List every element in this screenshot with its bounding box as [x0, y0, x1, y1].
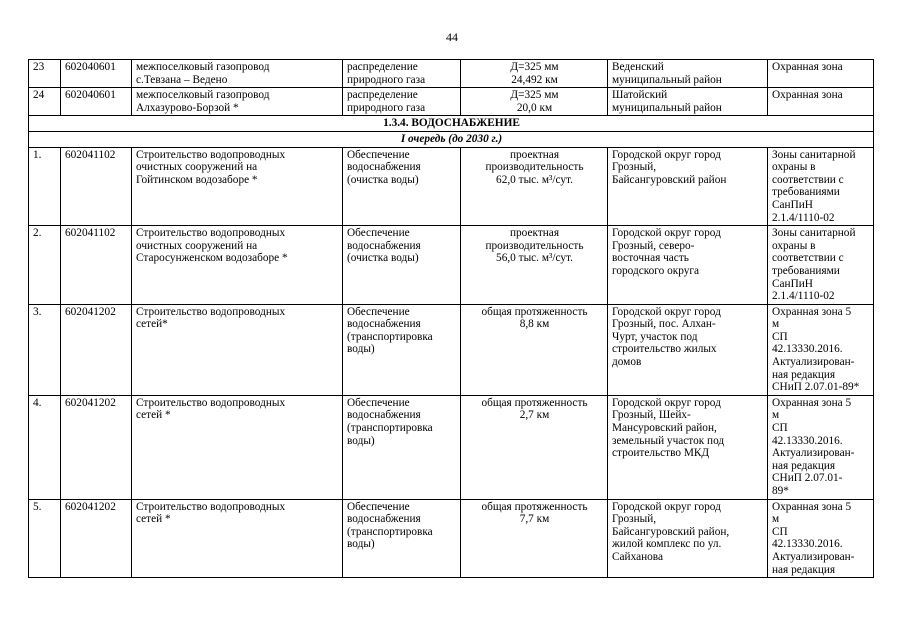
zone-description: Охранная зона 5 м СП 42.13330.2016. Актуализирован- ная редакция СНиП 2.07.01- 89* — [768, 395, 874, 499]
row-number: 1. — [29, 147, 61, 226]
object-code: 602040601 — [61, 60, 132, 88]
object-purpose: распределение природного газа — [343, 60, 461, 88]
object-purpose: Обеспечение водоснабжения (транспортировка воды) — [343, 304, 461, 395]
object-name: Строительство водопроводных сетей * — [132, 395, 343, 499]
object-name: Строительство водопроводных сетей* — [132, 304, 343, 395]
table-row — [29, 88, 874, 116]
object-name: межпоселковый газопровод Алхазурово-Борзой * — [132, 88, 343, 116]
object-parameters: общая протяженность 8,8 км — [461, 304, 608, 395]
object-location: Городской округ город Грозный, северо- восточная часть городского округа — [608, 226, 768, 305]
object-purpose: Обеспечение водоснабжения (очистка воды) — [343, 147, 461, 226]
object-location: Городской округ город Грозный, Шейх- Мансуровский район, земельный участок под строительство МКД — [608, 395, 768, 499]
section-title: 1.3.4. ВОДОСНАБЖЕНИЕ — [29, 116, 874, 132]
object-location: Городской округ город Грозный, Байсангуровский район, жилой комплекс по ул. Сайханова — [608, 499, 768, 578]
object-purpose: распределение природного газа — [343, 88, 461, 116]
table-row — [29, 395, 874, 499]
object-code: 602041202 — [61, 395, 132, 499]
object-code: 602040601 — [61, 88, 132, 116]
object-location: Городской округ город Грозный, Байсангуровский район — [608, 147, 768, 226]
subsection-heading-row — [29, 131, 874, 147]
object-location: Городской округ город Грозный, пос. Алхан- Чурт, участок под строительство жилых домов — [608, 304, 768, 395]
object-parameters: Д=325 мм 24,492 км — [461, 60, 608, 88]
object-location: Шатойский муниципальный район — [608, 88, 768, 116]
table-row — [29, 499, 874, 578]
zone-description: Зоны санитарной охраны в соответствии с требованиями СанПиН 2.1.4/1110-02 — [768, 147, 874, 226]
object-name: Строительство водопроводных очистных сооружений на Старосунженском водозаборе * — [132, 226, 343, 305]
object-name: Строительство водопроводных сетей * — [132, 499, 343, 578]
table-row — [29, 60, 874, 88]
row-number: 2. — [29, 226, 61, 305]
object-parameters: Д=325 мм 20,0 км — [461, 88, 608, 116]
object-parameters: проектная производительность 62,0 тыс. м³/сут. — [461, 147, 608, 226]
table-row — [29, 147, 874, 226]
table-row — [29, 226, 874, 305]
zone-description: Зоны санитарной охраны в соответствии с требованиями СанПиН 2.1.4/1110-02 — [768, 226, 874, 305]
row-number: 23 — [29, 60, 61, 88]
object-parameters: проектная производительность 56,0 тыс. м³/сут. — [461, 226, 608, 305]
subsection-title: I очередь (до 2030 г.) — [29, 131, 874, 147]
page-number: 44 — [446, 30, 458, 44]
row-number: 4. — [29, 395, 61, 499]
zone-description: Охранная зона 5 м СП 42.13330.2016. Актуализирован- ная редакция — [768, 499, 874, 578]
object-purpose: Обеспечение водоснабжения (транспортировка воды) — [343, 395, 461, 499]
object-code: 602041102 — [61, 147, 132, 226]
object-parameters: общая протяженность 2,7 км — [461, 395, 608, 499]
object-name: межпоселковый газопровод с.Тевзана – Ведено — [132, 60, 343, 88]
zone-description: Охранная зона — [768, 88, 874, 116]
section-heading-row — [29, 116, 874, 132]
zone-description: Охранная зона — [768, 60, 874, 88]
object-purpose: Обеспечение водоснабжения (транспортировка воды) — [343, 499, 461, 578]
object-code: 602041202 — [61, 499, 132, 578]
object-location: Веденский муниципальный район — [608, 60, 768, 88]
table-row — [29, 304, 874, 395]
object-name: Строительство водопроводных очистных сооружений на Гойтинском водозаборе * — [132, 147, 343, 226]
object-code: 602041102 — [61, 226, 132, 305]
row-number: 24 — [29, 88, 61, 116]
row-number: 3. — [29, 304, 61, 395]
row-number: 5. — [29, 499, 61, 578]
zone-description: Охранная зона 5 м СП 42.13330.2016. Актуализирован- ная редакция СНиП 2.07.01-89* — [768, 304, 874, 395]
object-parameters: общая протяженность 7,7 км — [461, 499, 608, 578]
infrastructure-table — [28, 59, 874, 578]
object-code: 602041202 — [61, 304, 132, 395]
object-purpose: Обеспечение водоснабжения (очистка воды) — [343, 226, 461, 305]
